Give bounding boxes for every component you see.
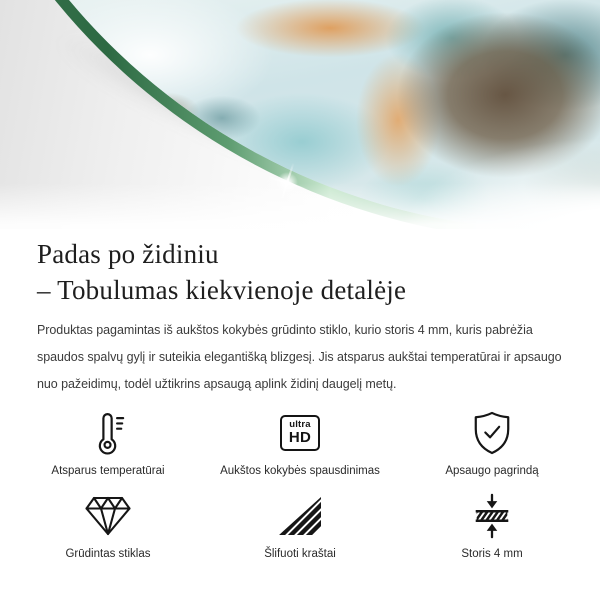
page-title (37, 236, 563, 308)
title-line-1: Padas po židiniu (37, 239, 219, 269)
feature-tempered-glass (37, 493, 179, 562)
feature-temperature (37, 410, 179, 479)
shield-check-icon (471, 410, 513, 456)
features-grid (37, 410, 563, 562)
ultra-hd-icon (280, 410, 320, 456)
hero-product-image (0, 0, 600, 229)
thermometer-icon (90, 410, 126, 456)
feature-protection (421, 410, 563, 479)
diamond-icon (84, 493, 132, 539)
ultra-hd-badge-bottom: HD (288, 429, 312, 447)
feature-thickness (421, 493, 563, 562)
content-section (0, 229, 600, 562)
ultra-hd-badge-top: ultra (289, 418, 311, 430)
title-line-2: – Tobulumas kiekvienoje detalėje (37, 275, 407, 305)
feature-label: Grūdintas stiklas (65, 548, 151, 560)
feature-label: Šlifuoti kraštai (264, 548, 336, 560)
feature-label: Aukštos kokybės spausdinimas (220, 465, 380, 477)
feature-label: Atsparus temperatūrai (51, 465, 165, 477)
feature-label: Apsaugo pagrindą (445, 465, 539, 477)
feature-label: Storis 4 mm (461, 548, 523, 560)
product-description: Produktas pagamintas iš aukštos kokybės grūdinto stiklo, kurio storis 4 mm, kuris pabrėžia spaudos spalvų gylį ir suteikia elegantišką blizgesį. Jis atsparus aukštai temperatūrai ir apsaugo nuo pažeidimų, todėl užtikrins apsaugą aplink židinį daugelį metų. (37, 323, 562, 391)
polished-edges-icon (277, 493, 323, 539)
feature-print-quality (179, 410, 421, 479)
thickness-icon (472, 493, 512, 539)
feature-polished-edges (179, 493, 421, 562)
